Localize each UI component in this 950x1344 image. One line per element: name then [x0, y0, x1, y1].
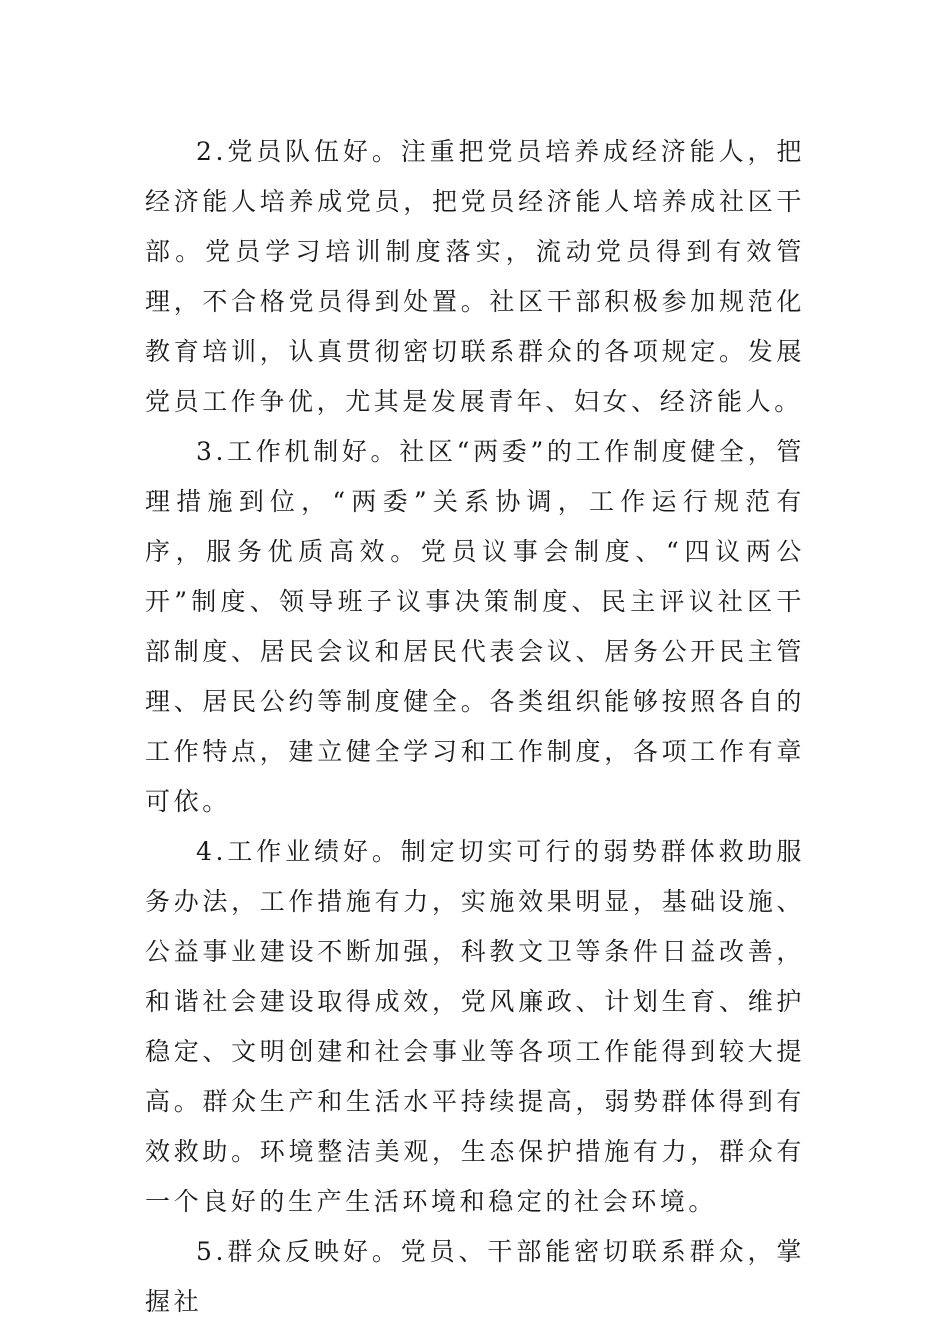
paragraph-work-performance: 4.工作业绩好。制定切实可行的弱势群体救助服务办法，工作措施有力，实施效果明显，基础设施、公益事业建设不断加强，科教文卫等条件日益改善，和谐社会建设取得成效，党风廉政、计划生育、维护稳定、文明创建和社会事业等各项工作能得到较大提高。群众生产和生活水平持续提高，弱势群体得到有效救助。环境整洁美观，生态保护措施有力，群众有一个良好的生产生活环境和稳定的社会环境。: [145, 837, 805, 1216]
document-page: [145, 127, 805, 1327]
paragraph-party-members: 2.党员队伍好。注重把党员培养成经济能人，把经济能人培养成党员，把党员经济能人培养成社区干部。党员学习培训制度落实，流动党员得到有效管理，不合格党员得到处置。社区干部积极参加规范化教育培训，认真贯彻密切联系群众的各项规定。发展党员工作争优，尤其是发展青年、妇女、经济能人。: [145, 137, 805, 416]
paragraph-public-feedback: 5.群众反映好。党员、干部能密切联系群众，掌握社: [145, 1237, 805, 1316]
paragraph-work-mechanism: 3.工作机制好。社区“两委”的工作制度健全，管理措施到位，“两委”关系协调，工作运行规范有序，服务优质高效。党员议事会制度、“四议两公开”制度、领导班子议事决策制度、民主评议社区干部制度、居民会议和居民代表会议、居务公开民主管理、居民公约等制度健全。各类组织能够按照各自的工作特点，建立健全学习和工作制度，各项工作有章可依。: [145, 437, 805, 816]
